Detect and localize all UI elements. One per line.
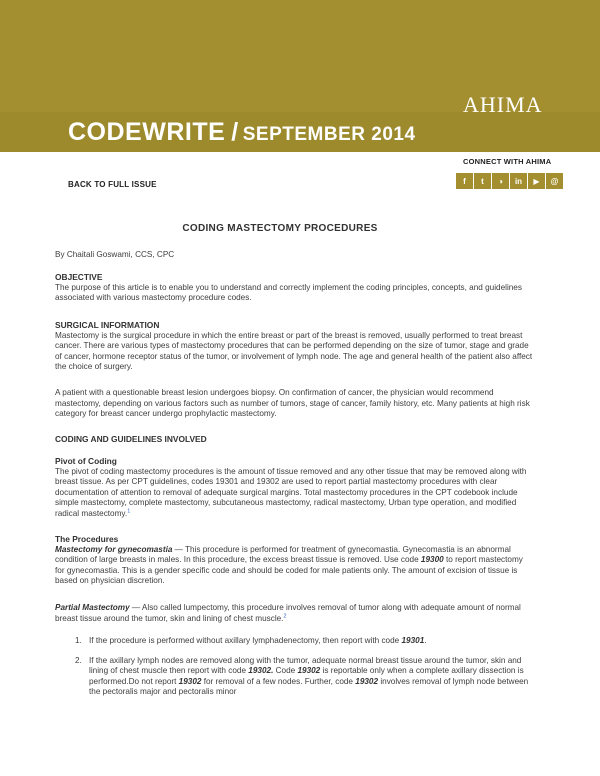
code-19300: 19300: [420, 555, 444, 565]
list-item: [75, 656, 535, 698]
email-icon[interactable]: @: [546, 173, 563, 189]
partial-text: — Also called lumpectomy, this procedure involves removal of tumor along with adequate amount of normal breast tissue around the tumor, skin and lining of chest muscle.: [55, 603, 521, 623]
objective-heading: OBJECTIVE: [55, 272, 103, 282]
gynecomastia-text-2: to report mastectomy for gynecomastia. This is a gender specific code and should be coded for male patients only. The amount of excision of tissue is based on physician discretion.: [55, 555, 523, 586]
facebook-icon[interactable]: f: [456, 173, 473, 189]
list-text: Code: [273, 666, 298, 676]
guidelines-heading: CODING AND GUIDELINES INVOLVED: [55, 434, 207, 444]
twitter-icon[interactable]: t: [474, 173, 491, 189]
surgical-heading: SURGICAL INFORMATION: [55, 320, 160, 330]
pivot-section: [55, 456, 533, 520]
gynecomastia-text-1: — This procedure is performed for treatment of gynecomastia. Gynecomastia is an abnormal condition of large breasts in males. In this procedure, the excess breast tissue is removed. Use code: [55, 544, 511, 565]
list-text: .: [424, 636, 427, 645]
pivot-heading: Pivot of Coding: [55, 456, 117, 466]
gynecomastia-paragraph: [55, 545, 533, 587]
list-number: 2.: [75, 655, 82, 665]
biopsy-text: A patient with a questionable breast lesion undergoes biopsy. On confirmation of cancer, the physician would recommend mastectomy, depending on various factors such as number of tumors, stage of cancer, family history, etc. Many patients at high risk category for breast cancer undergo prophylactic mastectomy.: [55, 388, 530, 419]
list-text: is reportable only when a complete axillary dissection is performed.Do not report: [89, 666, 524, 686]
guidelines-section: [55, 434, 533, 445]
article-title: CODING MASTECTOMY PROCEDURES: [182, 223, 378, 234]
list-text: If the axillary lymph nodes are removed along with the tumor, adequate normal breast tissue around the tumor, skin and lining of chest muscle then report with code: [89, 655, 522, 676]
back-to-issue-link[interactable]: BACK TO FULL ISSUE: [68, 180, 157, 189]
code-19302: 19302: [355, 676, 379, 686]
code-19302: 19302: [297, 666, 321, 676]
procedures-heading: The Procedures: [55, 534, 119, 544]
header-banner: [0, 0, 600, 152]
list-item: [75, 636, 535, 647]
list-text: involves removal of lymph node between the pectoralis major and pectoralis minor: [89, 676, 529, 697]
gynecomastia-label: Mastectomy for gynecomastia: [55, 544, 173, 554]
procedure-list: [75, 636, 535, 698]
pivot-body: The pivot of coding mastectomy procedures is the amount of tissue removed and any other tissue that may be removed along with breast tissue. As per CPT guidelines, codes 19301 and 19302 are used to report partial mastectomy procedures with clear documentation of attention to removal of adequate surgical margins. Total mastectomy procedures in the CPT codebook include simple mastectomy, complete mastectomy, subcutaneous mastectomy, radical mastectomy, Urban type operation, and modified radical mastectomy.: [55, 466, 527, 518]
list-number: 1.: [75, 636, 82, 645]
issue-month: SEPTEMBER 2014: [242, 124, 416, 145]
partial-paragraph: [55, 603, 533, 624]
page-title: [68, 118, 416, 147]
objective-text: The purpose of this article is to enable you to understand and correctly implement the coding principles, concepts, and guidelines associated with various mastectomy procedure codes.: [55, 282, 522, 303]
code-19301: 19301: [401, 636, 425, 645]
ahima-logo[interactable]: AHIMA: [463, 92, 543, 117]
code-19302: 19302.: [248, 666, 274, 676]
code-19302: 19302: [178, 676, 202, 686]
rss-icon[interactable]: ◑: [492, 173, 509, 189]
pivot-text: [55, 467, 533, 520]
byline: By Chaitali Goswami, CCS, CPC: [55, 250, 175, 259]
list-text: If the procedure is performed without axillary lymphadenectomy, then report with code: [89, 636, 402, 645]
list-text: for removal of a few nodes. Further, code: [201, 676, 356, 686]
partial-label: Partial Mastectomy: [55, 603, 130, 612]
social-icons: [456, 173, 563, 189]
partial-footnote-ref[interactable]: 2: [283, 612, 287, 619]
title-separator: /: [231, 118, 239, 146]
connect-label: CONNECT WITH AHIMA: [463, 157, 552, 166]
title-text: CODEWRITE: [68, 118, 226, 146]
pivot-footnote-ref[interactable]: 1: [127, 508, 131, 515]
biopsy-paragraph: [55, 388, 533, 420]
linkedin-icon[interactable]: in: [510, 173, 527, 189]
surgical-text: Mastectomy is the surgical procedure in which the entire breast or part of the breast is removed, usually performed to treat breast cancer. There are various types of mastectomy procedures that can be performed depending on the size of tumor, stage and grade of cancer, hormone receptor status of the tumor, or involvement of lymph node. The age and general health of the patient also affect the choice of surgery.: [55, 330, 533, 372]
youtube-icon[interactable]: ▶: [528, 173, 545, 189]
procedures-section: [55, 534, 533, 587]
objective-section: [55, 272, 533, 304]
surgical-section: [55, 320, 533, 373]
